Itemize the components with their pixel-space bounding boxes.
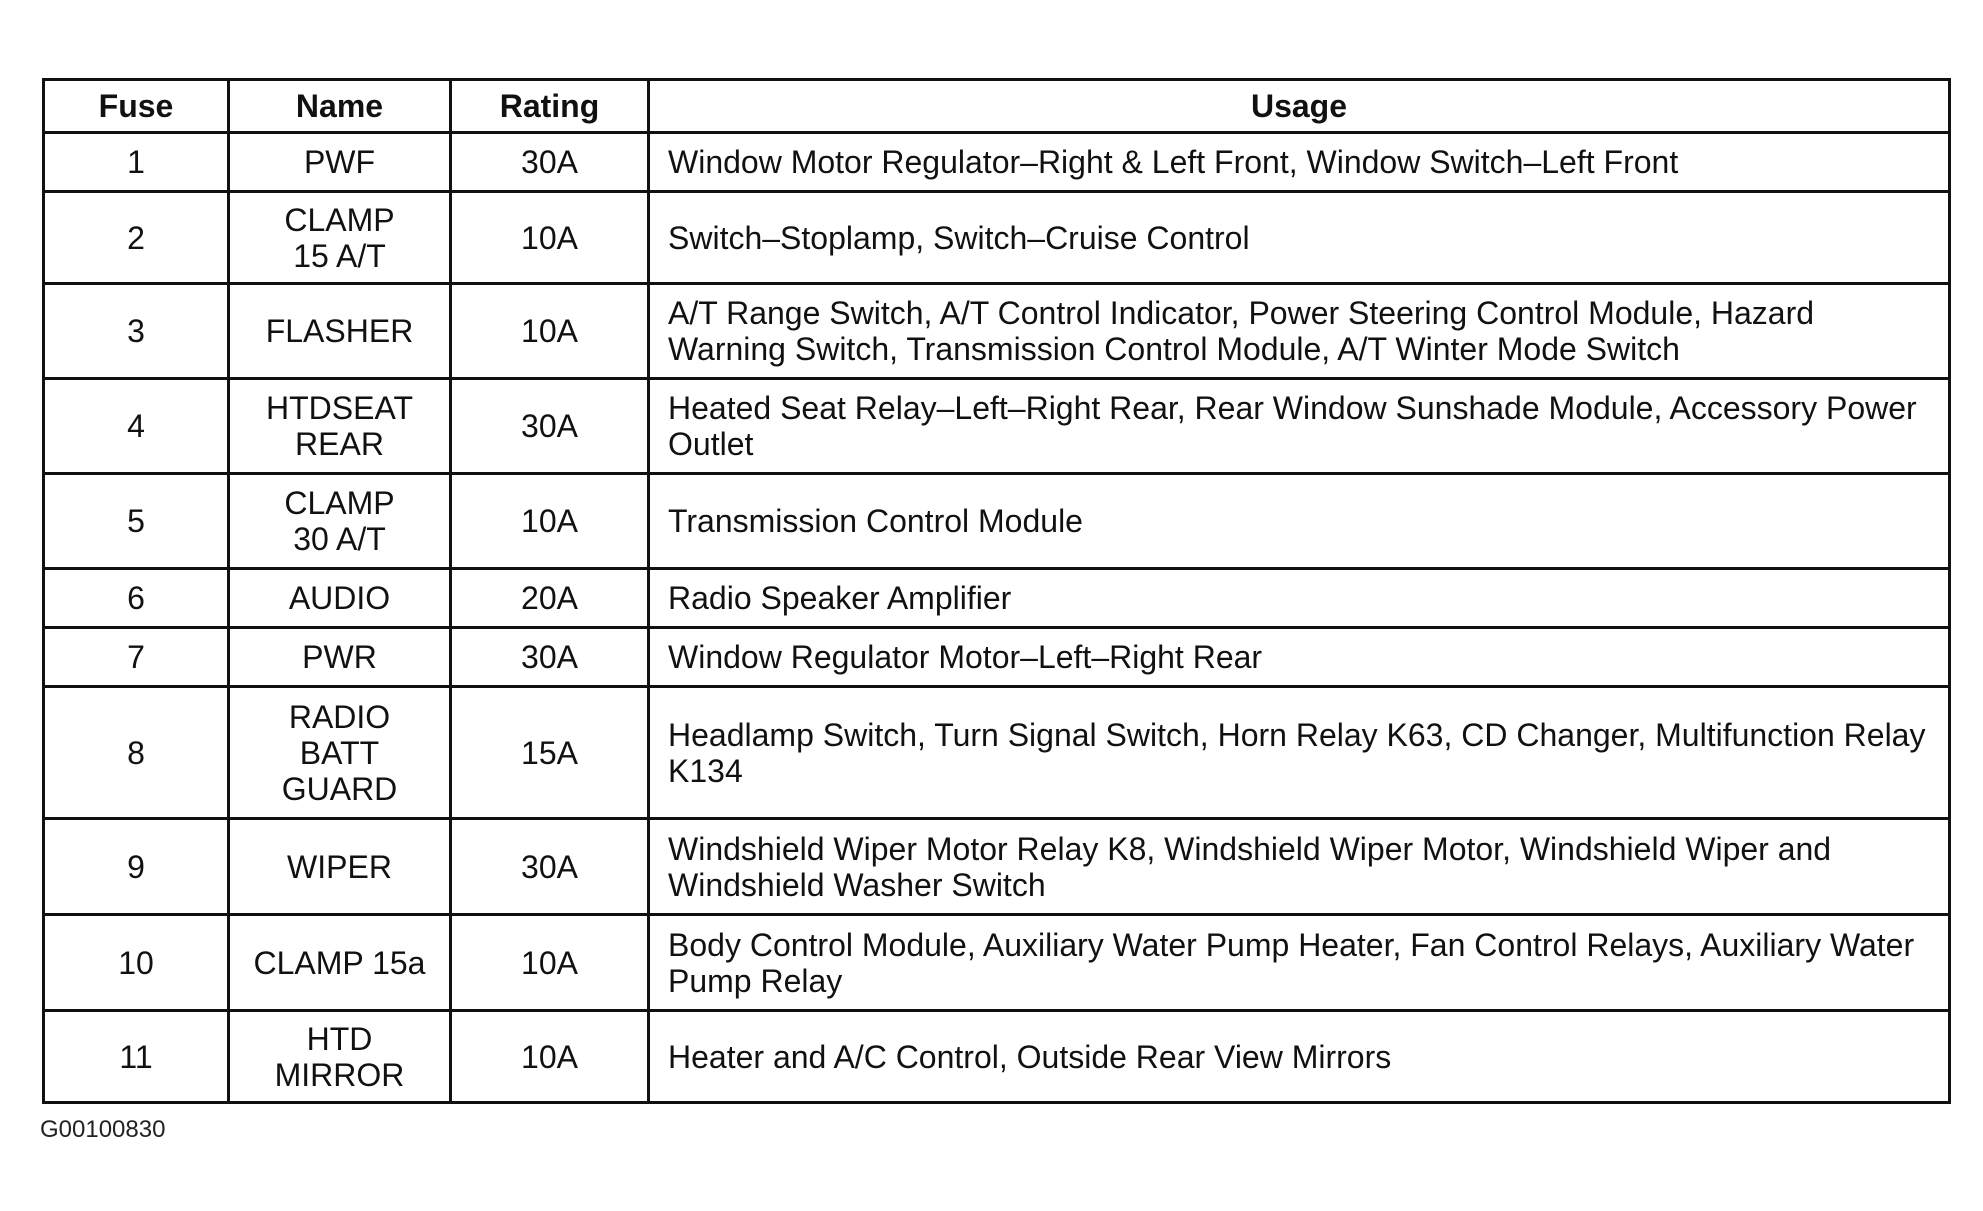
fuse-usage: Transmission Control Module: [649, 474, 1950, 569]
table-row: [44, 284, 1950, 379]
fuse-number: 5: [44, 474, 229, 569]
header-usage: Usage: [649, 80, 1950, 133]
table-row: [44, 819, 1950, 915]
fuse-rating: 10A: [451, 192, 649, 284]
fuse-rating: 30A: [451, 628, 649, 687]
fuse-usage: Window Regulator Motor–Left–Right Rear: [649, 628, 1950, 687]
table-row: [44, 687, 1950, 819]
fuse-usage: Radio Speaker Amplifier: [649, 569, 1950, 628]
fuse-rating: 10A: [451, 284, 649, 379]
header-fuse: Fuse: [44, 80, 229, 133]
fuse-number: 8: [44, 687, 229, 819]
fuse-number: 2: [44, 192, 229, 284]
fuse-name: WIPER: [229, 819, 451, 915]
fuse-name: HTD MIRROR: [229, 1011, 451, 1103]
table-header-row: [44, 80, 1950, 133]
fuse-name: PWF: [229, 133, 451, 192]
fuse-number: 4: [44, 379, 229, 474]
fuse-number: 1: [44, 133, 229, 192]
fuse-name: HTDSEAT REAR: [229, 379, 451, 474]
fuse-name: RADIO BATT GUARD: [229, 687, 451, 819]
header-rating: Rating: [451, 80, 649, 133]
table-row: [44, 379, 1950, 474]
fuse-rating: 10A: [451, 915, 649, 1011]
fuse-number: 3: [44, 284, 229, 379]
fuse-number: 11: [44, 1011, 229, 1103]
fuse-usage: Heater and A/C Control, Outside Rear View Mirrors: [649, 1011, 1950, 1103]
table-row: [44, 915, 1950, 1011]
fuse-rating: 15A: [451, 687, 649, 819]
table-row: [44, 133, 1950, 192]
fuse-name: CLAMP 15 A/T: [229, 192, 451, 284]
fuse-rating: 10A: [451, 1011, 649, 1103]
fuse-number: 10: [44, 915, 229, 1011]
fuse-table: [42, 78, 1951, 1104]
fuse-usage: Headlamp Switch, Turn Signal Switch, Horn Relay K63, CD Changer, Multifunction Relay K134: [649, 687, 1950, 819]
fuse-usage: A/T Range Switch, A/T Control Indicator, Power Steering Control Module, Hazard Warning Switch, Transmission Control Module, A/T Winter Mode Switch: [649, 284, 1950, 379]
fuse-number: 7: [44, 628, 229, 687]
fuse-name: CLAMP 15a: [229, 915, 451, 1011]
table-row: [44, 569, 1950, 628]
fuse-rating: 30A: [451, 819, 649, 915]
fuse-rating: 30A: [451, 133, 649, 192]
header-name: Name: [229, 80, 451, 133]
fuse-name: FLASHER: [229, 284, 451, 379]
table-row: [44, 474, 1950, 569]
fuse-usage: Body Control Module, Auxiliary Water Pump Heater, Fan Control Relays, Auxiliary Water Pump Relay: [649, 915, 1950, 1011]
table-row: [44, 1011, 1950, 1103]
fuse-rating: 10A: [451, 474, 649, 569]
fuse-usage: Window Motor Regulator–Right & Left Front, Window Switch–Left Front: [649, 133, 1950, 192]
fuse-number: 6: [44, 569, 229, 628]
figure-code: G00100830: [40, 1116, 166, 1143]
fuse-name: AUDIO: [229, 569, 451, 628]
fuse-name: CLAMP 30 A/T: [229, 474, 451, 569]
table-row: [44, 192, 1950, 284]
fuse-number: 9: [44, 819, 229, 915]
fuse-usage: Heated Seat Relay–Left–Right Rear, Rear Window Sunshade Module, Accessory Power Outlet: [649, 379, 1950, 474]
fuse-name: PWR: [229, 628, 451, 687]
fuse-rating: 30A: [451, 379, 649, 474]
table-row: [44, 628, 1950, 687]
fuse-rating: 20A: [451, 569, 649, 628]
fuse-usage: Switch–Stoplamp, Switch–Cruise Control: [649, 192, 1950, 284]
fuse-usage: Windshield Wiper Motor Relay K8, Windshield Wiper Motor, Windshield Wiper and Windshield Washer Switch: [649, 819, 1950, 915]
